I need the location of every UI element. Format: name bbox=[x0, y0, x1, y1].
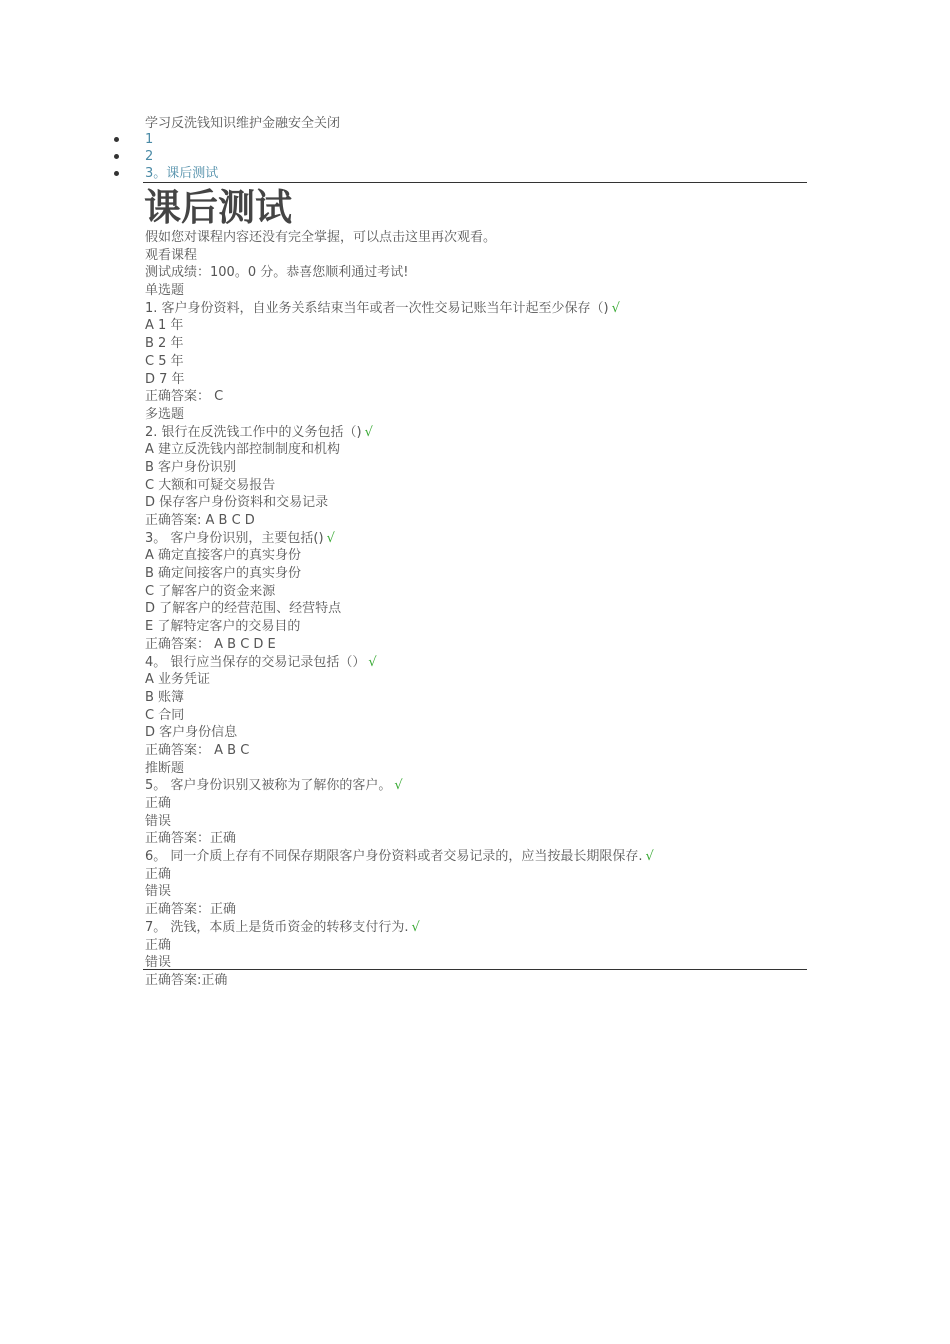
check-icon: √ bbox=[326, 530, 335, 546]
correct-answer: 正确答案： A B C D E bbox=[145, 636, 276, 652]
question-5 bbox=[145, 777, 825, 848]
question-6 bbox=[145, 848, 825, 919]
bullet-icon bbox=[114, 137, 119, 142]
quiz-content bbox=[145, 229, 825, 990]
question-text: 1. 客户身份资料，自业务关系结束当年或者一次性交易记账当年计起至少保存（) √ bbox=[145, 300, 620, 316]
option: B 2 年 bbox=[145, 336, 184, 352]
section-judgement: 推断题 bbox=[145, 760, 185, 776]
correct-answer: 正确答案：正确 bbox=[145, 902, 237, 918]
bottom-divider bbox=[143, 969, 807, 970]
question-text: 5。 客户身份识别又被称为了解你的客户。 √ bbox=[145, 778, 403, 794]
option: 正确 bbox=[145, 866, 172, 882]
option: C 了解客户的资金来源 bbox=[145, 583, 276, 599]
option: D 保存客户身份资料和交易记录 bbox=[145, 495, 329, 511]
score-text: 测试成绩：100。0 分。恭喜您顺利通过考试! bbox=[145, 265, 409, 281]
check-icon: √ bbox=[364, 424, 373, 440]
document-title: 学习反洗钱知识维护金融安全关闭 bbox=[145, 116, 341, 131]
bullet-icon bbox=[114, 154, 119, 159]
watch-course-link[interactable]: 观看课程 bbox=[145, 247, 198, 263]
option: 正确 bbox=[145, 937, 172, 953]
question-text: 7。 洗钱，本质上是货币资金的转移支付行为. √ bbox=[145, 919, 420, 935]
option: A 业务凭证 bbox=[145, 672, 211, 688]
nav-item-step-1[interactable] bbox=[111, 131, 218, 148]
question-text: 6。 同一介质上存有不同保存期限客户身份资料或者交易记录的，应当按最长期限保存. √ bbox=[145, 849, 654, 865]
option: A 确定直接客户的真实身份 bbox=[145, 548, 302, 564]
option: 正确 bbox=[145, 796, 172, 811]
nav-item-step-3[interactable] bbox=[111, 165, 218, 182]
check-icon: √ bbox=[611, 300, 620, 316]
question-4 bbox=[145, 654, 825, 760]
correct-answer: 正确答案： A B C bbox=[145, 742, 250, 758]
correct-answer: 正确答案: A B C D bbox=[145, 513, 255, 528]
check-icon: √ bbox=[368, 654, 377, 670]
question-1 bbox=[145, 300, 825, 406]
bullet-icon bbox=[114, 171, 119, 176]
correct-answer: 正确答案： C bbox=[145, 389, 224, 405]
option: E 了解特定客户的交易目的 bbox=[145, 619, 301, 635]
section-single-choice: 单选题 bbox=[145, 283, 185, 299]
step-nav-list bbox=[111, 131, 218, 182]
correct-answer: 正确答案:正确 bbox=[145, 972, 228, 988]
question-3 bbox=[145, 530, 825, 654]
option: A 建立反洗钱内部控制制度和机构 bbox=[145, 442, 341, 458]
correct-answer: 正确答案：正确 bbox=[145, 831, 237, 847]
intro-text: 假如您对课程内容还没有完全掌握，可以点击这里再次观看。 bbox=[145, 230, 497, 245]
question-text: 3。 客户身份识别，主要包括() √ bbox=[145, 530, 335, 546]
option: D 了解客户的经营范围、经营特点 bbox=[145, 601, 342, 617]
option: 错误 bbox=[145, 884, 172, 900]
option: C 大额和可疑交易报告 bbox=[145, 477, 276, 493]
option: C 合同 bbox=[145, 707, 185, 723]
option: B 确定间接客户的真实身份 bbox=[145, 566, 302, 582]
option: B 账簿 bbox=[145, 689, 185, 705]
nav-item-label: 2 bbox=[145, 149, 154, 164]
top-divider bbox=[143, 182, 807, 183]
check-icon: √ bbox=[411, 919, 420, 935]
option: D 客户身份信息 bbox=[145, 725, 238, 741]
section-multi-choice: 多选题 bbox=[145, 406, 185, 422]
nav-item-step-2[interactable] bbox=[111, 148, 218, 165]
check-icon: √ bbox=[645, 849, 654, 865]
question-2 bbox=[145, 424, 825, 530]
question-7 bbox=[145, 919, 825, 990]
nav-item-label: 3。课后测试 bbox=[145, 166, 219, 181]
option: B 客户身份识别 bbox=[145, 459, 237, 475]
option: 错误 bbox=[145, 813, 172, 829]
nav-item-label: 1 bbox=[145, 132, 154, 147]
option: D 7 年 bbox=[145, 371, 185, 387]
check-icon: √ bbox=[394, 778, 403, 794]
option: C 5 年 bbox=[145, 353, 184, 369]
question-text: 2. 银行在反洗钱工作中的义务包括（) √ bbox=[145, 424, 373, 440]
question-text: 4。 银行应当保存的交易记录包括（） √ bbox=[145, 654, 377, 670]
option: 错误 bbox=[145, 955, 172, 971]
option: A 1 年 bbox=[145, 318, 184, 334]
page-heading: 课后测试 bbox=[144, 186, 292, 229]
